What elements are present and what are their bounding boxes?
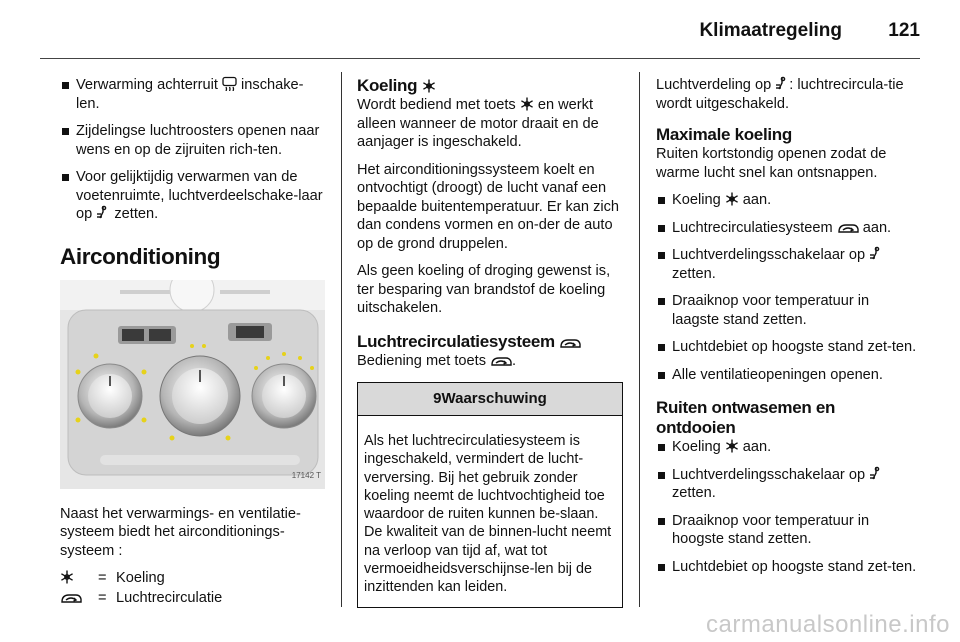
header-title: Klimaatregeling (699, 20, 842, 41)
warning-text: Als het luchtrecirculatiesysteem is ingeschakeld, vermindert de lucht-verversing. Bij het gebruik zonder koeling neemt de luchtvochtigheid toe waardoor de ruiten kunnen be-slaan. De kwaliteit van de binnen-lucht neemt na verloop van tijd af, wat tot vermoeidheidsverschijnse-len bij de inzittenden kan leiden. (364, 433, 612, 596)
snowflake-icon (725, 439, 739, 453)
column-2 (357, 76, 623, 608)
subsection-title: Maximale koeling (656, 125, 792, 144)
legend-label: Koeling (116, 570, 165, 586)
paragraph: Wordt bediend met toets en werkt alleen wanneer de motor draait en de aanjager is ingeschakeld. (357, 97, 599, 150)
air-distribution-icon (775, 76, 789, 91)
paragraph: Luchtverdeling op : luchtrecircula-tie wordt uitgeschakeld. (656, 77, 904, 112)
bullet-item: Verwarming achterruit inschake-len. (60, 76, 326, 113)
bullet-item: Koeling aan. (656, 438, 918, 457)
subsection-title: Luchtrecirculatiesysteem (357, 332, 623, 352)
bullet-item: Koeling aan. (656, 191, 918, 210)
legend-row: = Luchtrecirculatie (60, 589, 326, 608)
subsection-title: Koeling (357, 76, 623, 96)
bullet-item: Luchtverdelingsschakelaar op zetten. (656, 246, 918, 283)
intro-paragraph: Naast het verwarmings- en ventilatie-systeem biedt het airconditionings-systeem : (60, 505, 301, 559)
snowflake-icon (520, 97, 534, 111)
climate-panel-illustration (60, 280, 325, 489)
bullet-item: Alle ventilatieopeningen openen. (656, 366, 918, 385)
recirculation-icon (837, 222, 859, 234)
bullet-item: Voor gelijktijdig verwarmen van de voetenruimte, luchtverdeelschake-laar op zetten. (60, 168, 326, 224)
bullet-item: Luchtdebiet op hoogste stand zet-ten. (656, 338, 918, 357)
paragraph: Ruiten kortstondig openen zodat de warme lucht snel kan ontsnappen. (656, 146, 887, 181)
subsection-title: Ruiten ontwasemen en ontdooien (656, 398, 836, 437)
bullet-item: Luchtverdelingsschakelaar op zetten. (656, 466, 918, 503)
snowflake-icon (60, 570, 74, 584)
legend-row: = Koeling (60, 569, 326, 588)
warning-symbol: 9 (433, 389, 442, 407)
warning-header (358, 383, 622, 416)
recirculation-icon (490, 355, 512, 367)
legend-label: Luchtrecirculatie (116, 589, 223, 606)
air-distribution-icon (869, 466, 883, 481)
bullet-item: Draaiknop voor temperatuur in laagste stand zetten. (656, 292, 918, 329)
section-title: Airconditioning (60, 243, 221, 269)
recirculation-icon (559, 337, 581, 349)
bullet-item: Draaiknop voor temperatuur in hoogste stand zetten. (656, 512, 918, 549)
bullet-item: Luchtdebiet op hoogste stand zet-ten. (656, 558, 918, 577)
rear-defrost-icon (222, 76, 237, 91)
air-distribution-icon (96, 205, 110, 220)
warning-title: Waarschuwing (441, 389, 547, 407)
recirculation-icon (60, 592, 82, 604)
paragraph: Het airconditioningssysteem koelt en ontvochtigt (droogt) de lucht vanaf een bepaalde buitentemperatuur. Er kan zich dan condens vormen en on-der de auto op de grond druppelen. (357, 161, 620, 252)
header-rule (40, 58, 920, 59)
air-distribution-icon (869, 246, 883, 261)
page-number: 121 (888, 20, 920, 41)
snowflake-icon (422, 79, 436, 93)
column-divider (341, 72, 342, 607)
bullet-item: Zijdelingse luchtroosters openen naar wens en op de zijruiten rich-ten. (60, 122, 326, 159)
column-divider (639, 72, 640, 607)
climate-panel-photo (60, 280, 325, 489)
watermark: carmanualsonline.info (706, 611, 950, 638)
snowflake-icon (725, 192, 739, 206)
column-1 (60, 76, 326, 608)
paragraph: Als geen koeling of droging gewenst is, ter besparing van brandstof de koeling uitschakelen. (357, 263, 611, 316)
column-3 (656, 76, 918, 585)
page-header (0, 0, 960, 62)
figure-code: 17142 T (291, 471, 321, 480)
paragraph: Bediening met toets . (357, 352, 517, 369)
bullet-item: Luchtrecirculatiesysteem aan. (656, 219, 918, 238)
warning-box (357, 382, 623, 608)
